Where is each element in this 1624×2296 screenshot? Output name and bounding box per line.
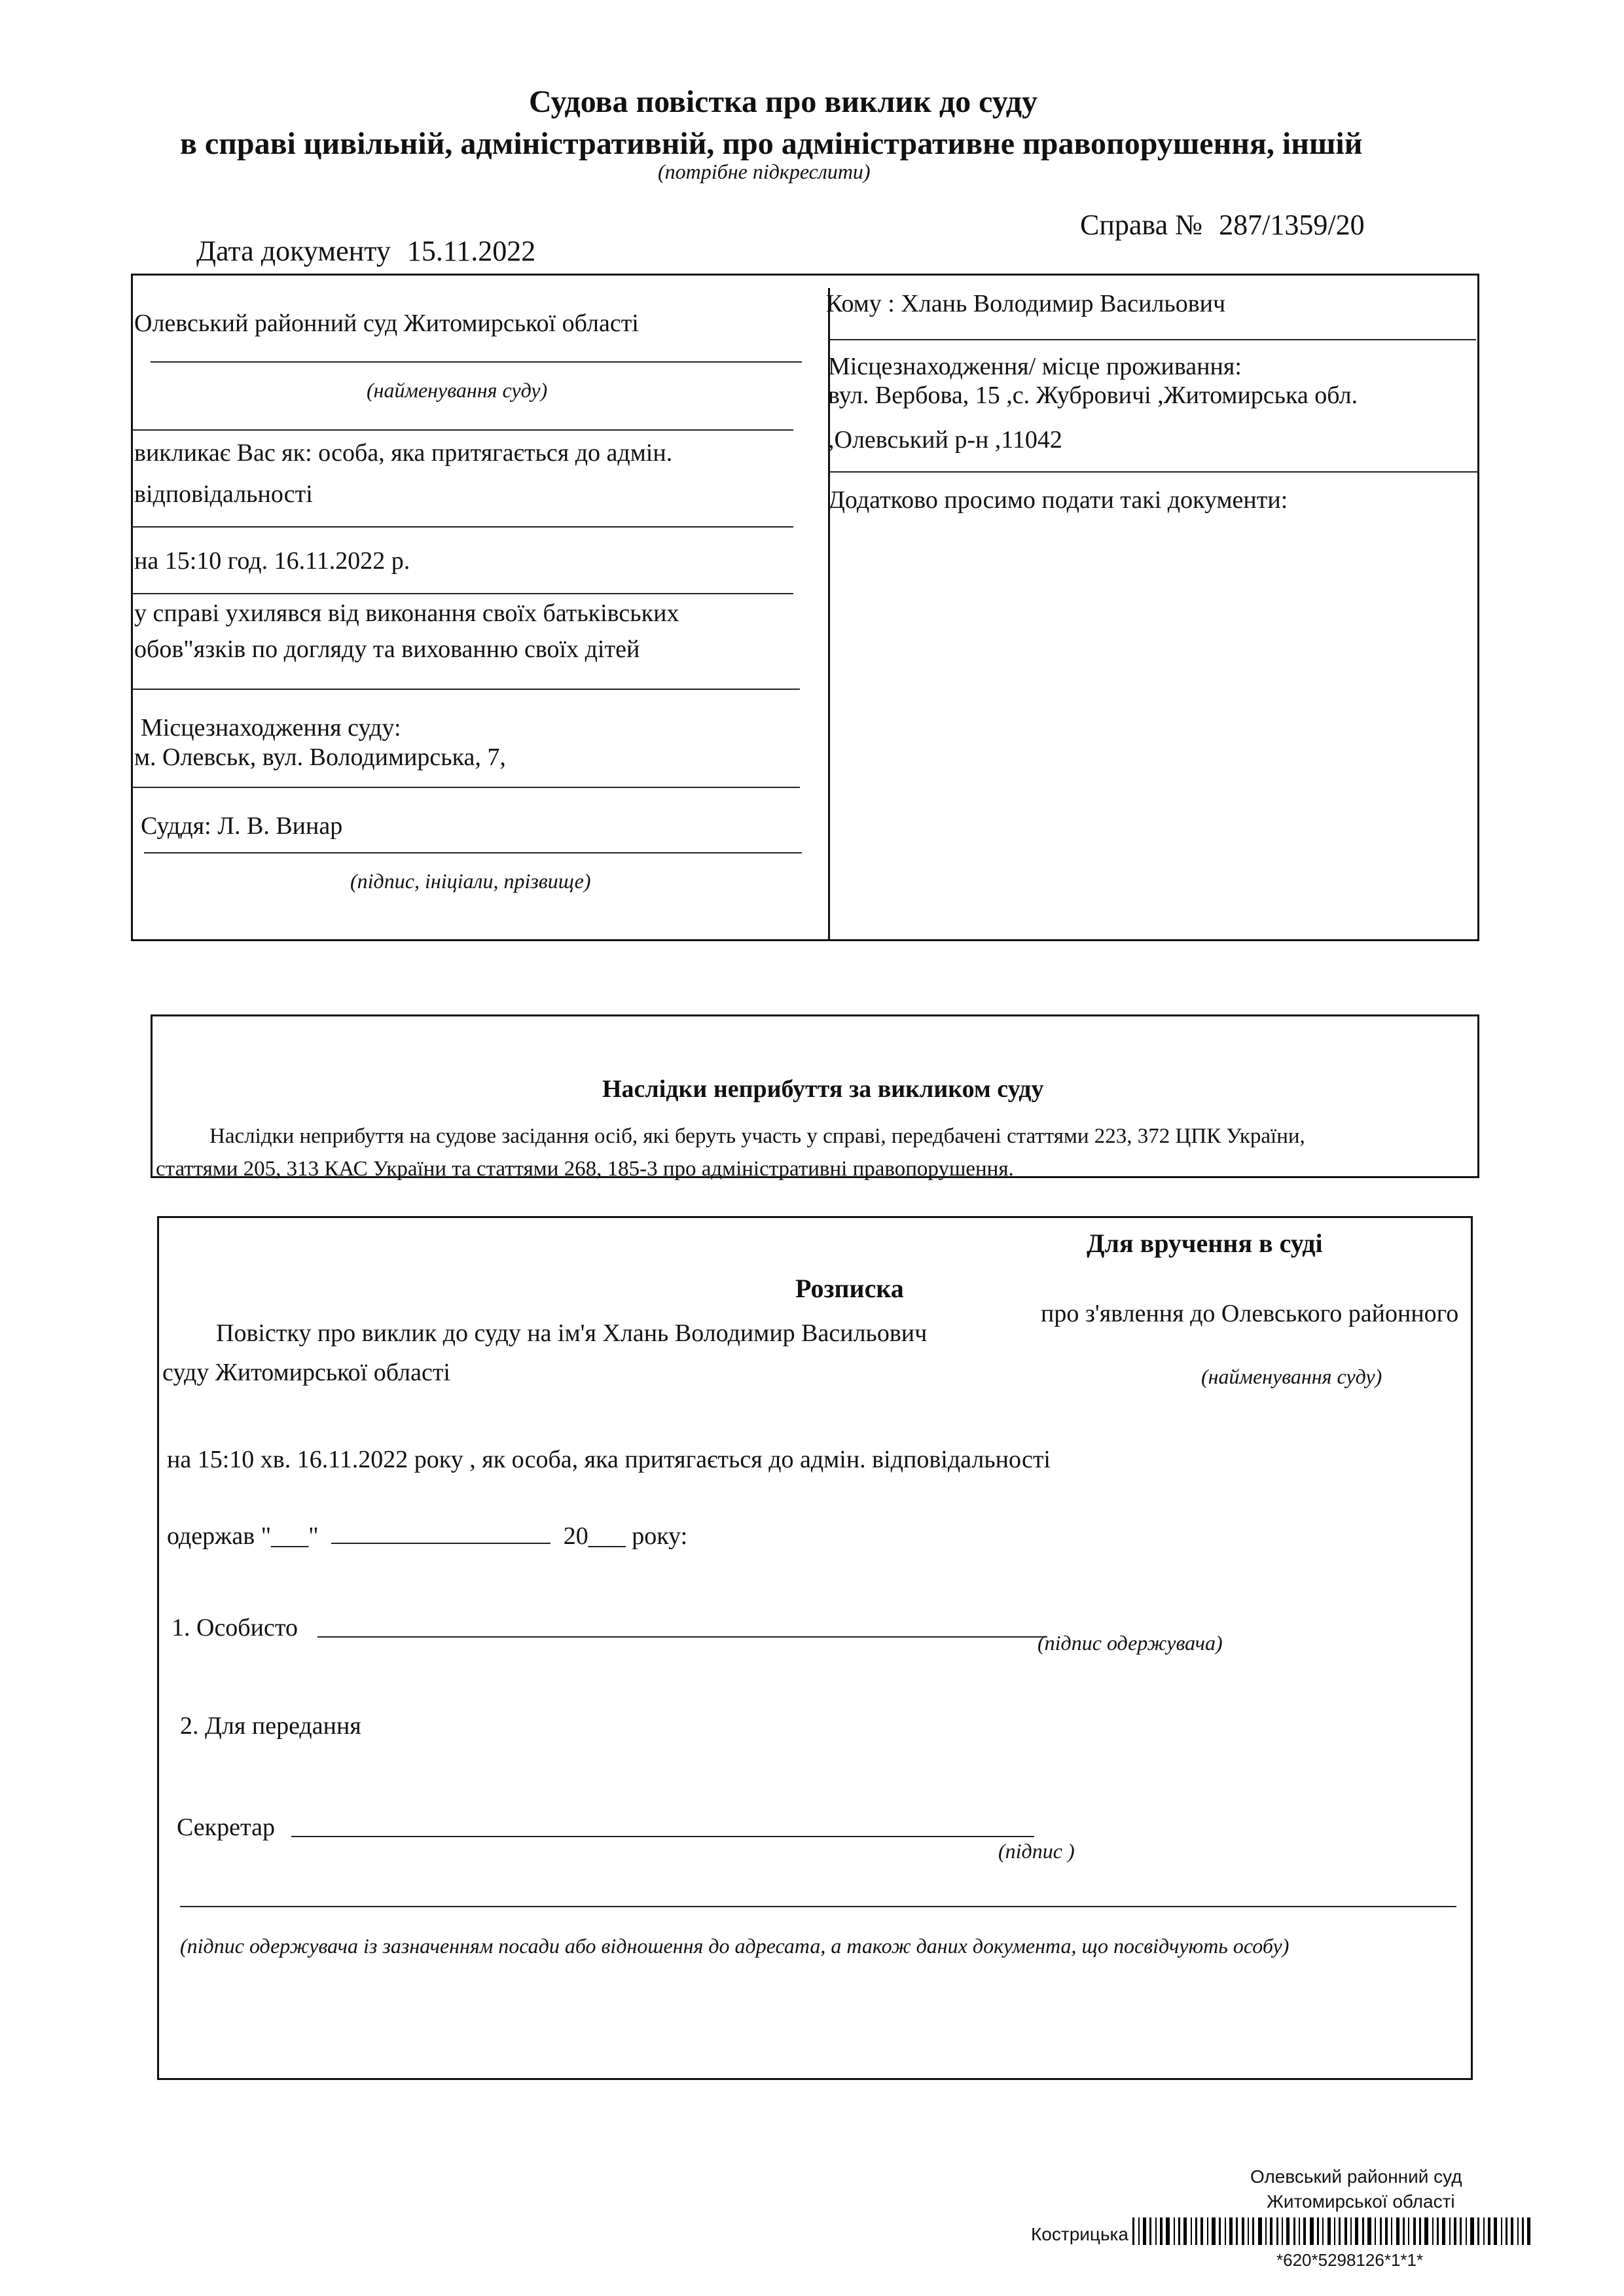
additional-docs-label: Додатково просимо подати такі документи: — [828, 486, 1288, 514]
secretary-label: Секретар — [177, 1814, 275, 1841]
barcode — [1132, 2217, 1591, 2245]
divider-1 — [132, 429, 793, 431]
document-title-line2: в справі цивільній, адміністративній, про адміністративне правопорушення, іншій — [180, 126, 1363, 161]
barcode-bar — [1322, 2217, 1324, 2245]
barcode-bar — [1286, 2217, 1290, 2245]
barcode-bar — [1293, 2217, 1295, 2245]
barcode-bar — [1138, 2217, 1140, 2245]
barcode-bar — [1229, 2217, 1233, 2245]
recipient: Кому : Хлань Володимир Васильович — [826, 290, 1226, 317]
barcode-bar — [1303, 2217, 1306, 2245]
receipt-line2: суду Житомирської області — [162, 1359, 450, 1386]
barcode-bar — [1396, 2217, 1399, 2245]
barcode-bar — [1391, 2217, 1392, 2245]
personally-label: 1. Особисто — [171, 1614, 298, 1641]
court-name: Олевський районний суд Житомирської області — [134, 310, 639, 337]
divider-4 — [132, 689, 800, 690]
barcode-bar — [1350, 2217, 1352, 2245]
barcode-bar — [1248, 2217, 1249, 2245]
barcode-bar — [1477, 2217, 1479, 2245]
for-court-label: Для вручення в суді — [1087, 1229, 1323, 1258]
barcode-bar — [1276, 2217, 1278, 2245]
barcode-bar — [1501, 2217, 1502, 2245]
receipt-title: Розписка — [795, 1274, 904, 1303]
barcode-bar — [1282, 2217, 1283, 2245]
case-number-row — [1080, 208, 1365, 242]
barcode-bar — [1432, 2217, 1434, 2245]
recipient-line — [828, 339, 1476, 340]
barcode-bar — [1166, 2217, 1170, 2245]
court-name-caption: (найменування суду) — [367, 378, 548, 402]
consequences-text-line1: Наслідки неприбуття на судове засідання осіб, які беруть участь у справі, передбачені статтями 223, 372 ЦПК України, — [209, 1124, 1305, 1148]
barcode-bar — [1132, 2217, 1134, 2245]
barcode-bar — [1270, 2217, 1272, 2245]
barcode-bar — [1327, 2217, 1331, 2245]
barcode-bar — [1225, 2217, 1226, 2245]
barcode-bar — [1413, 2217, 1416, 2245]
barcode-bar — [1517, 2217, 1519, 2245]
court-name-line — [151, 361, 802, 363]
barcode-bar — [1317, 2217, 1319, 2245]
barcode-bar — [1385, 2217, 1388, 2245]
court-location-label: Місцезнаходження суду: — [141, 714, 401, 742]
received-row — [167, 1522, 687, 1551]
received-label: одержав "___" — [167, 1522, 319, 1550]
barcode-bar — [1195, 2217, 1197, 2245]
case-number: 287/1359/20 — [1219, 209, 1365, 241]
barcode-bar — [1212, 2217, 1216, 2245]
received-year: 20___ року: — [563, 1522, 688, 1550]
barcode-bar — [1183, 2217, 1187, 2245]
barcode-bar — [1419, 2217, 1421, 2245]
barcode-bar — [1424, 2217, 1428, 2245]
case-desc-line1: у справі ухилявся від виконання своїх батьківських — [134, 600, 679, 627]
barcode-bar — [1160, 2217, 1163, 2245]
hearing-time: на 15:10 год. 16.11.2022 р. — [134, 547, 410, 575]
barcode-bar — [1339, 2217, 1341, 2245]
doc-date-label: Дата документу — [196, 235, 391, 267]
barcode-bar — [1506, 2217, 1507, 2245]
barcode-bar — [1460, 2217, 1462, 2245]
secretary-caption: (підпис ) — [998, 1839, 1075, 1863]
consequences-text-line2: статтями 205, 313 КАС України та статтями 268, 185-3 про адміністративні правопорушення. — [156, 1157, 1014, 1181]
for-transfer-label: 2. Для передання — [180, 1712, 361, 1740]
summons-as-line2: відповідальності — [134, 480, 313, 508]
barcode-bar — [1155, 2217, 1157, 2245]
address-label: Місцезнаходження/ місце проживання: — [828, 353, 1242, 380]
summons-as-line1: викликає Вас як: особа, яка притягається до адмін. — [134, 439, 673, 467]
barcode-bar — [1310, 2217, 1314, 2245]
receiver-signature-line — [180, 1906, 1456, 1907]
personally-caption: (підпис одержувача) — [1038, 1631, 1223, 1655]
case-desc-line2: обов"язків по догляду та вихованню своїх дітей — [134, 636, 640, 663]
personally-signature-line — [317, 1636, 1047, 1638]
barcode-bar — [1362, 2217, 1364, 2245]
barcode-bar — [1511, 2217, 1513, 2245]
barcode-bar — [1299, 2217, 1300, 2245]
barcode-bar — [1449, 2217, 1451, 2245]
barcode-bar — [1242, 2217, 1244, 2245]
barcode-bar — [1380, 2217, 1382, 2245]
address-line1: вул. Вербова, 15 ,с. Жубровичі ,Житомирська обл. — [828, 382, 1358, 409]
barcode-bar — [1178, 2217, 1180, 2245]
judge-line — [144, 852, 802, 853]
barcode-bar — [1454, 2217, 1456, 2245]
stamp-line2: Житомирської області — [1267, 2191, 1455, 2212]
address-line2: ,Олевський р-н ,11042 — [828, 426, 1062, 454]
doc-date: 15.11.2022 — [406, 235, 536, 267]
barcode-bar — [1375, 2217, 1376, 2245]
receiver-caption: (підпис одержувача із зазначенням посади або відношення до адресата, а також даних документа, що посвідчують особу) — [180, 1934, 1290, 1958]
receipt-line1a: Повістку про виклик до суду на ім'я Хлань Володимир Васильович — [216, 1319, 928, 1347]
judge-caption: (підпис, ініціали, прізвище) — [350, 869, 591, 893]
barcode-bar — [1527, 2217, 1530, 2245]
barcode-bar — [1522, 2217, 1524, 2245]
barcode-bar — [1470, 2217, 1474, 2245]
document-title-line1: Судова повістка про виклик до суду — [529, 84, 1038, 119]
divider-3 — [132, 593, 793, 594]
barcode-bar — [1442, 2217, 1445, 2245]
received-month-blank — [331, 1523, 550, 1544]
barcode-text: *620*5298126*1*1* — [1276, 2250, 1424, 2270]
barcode-bar — [1355, 2217, 1358, 2245]
barcode-bar — [1265, 2217, 1267, 2245]
secretary-signature-line — [291, 1836, 1034, 1837]
barcode-bar — [1344, 2217, 1347, 2245]
judge: Суддя: Л. В. Винар — [141, 812, 343, 840]
court-location: м. Олевськ, вул. Володимирська, 7, — [134, 744, 506, 771]
receipt-time-line: на 15:10 хв. 16.11.2022 року , як особа, яка притягається до адмін. відповідальності — [167, 1446, 1051, 1473]
barcode-bar — [1367, 2217, 1371, 2245]
barcode-bar — [1207, 2217, 1208, 2245]
barcode-bar — [1236, 2217, 1238, 2245]
stamp-line1: Олевський районний суд — [1250, 2166, 1462, 2187]
clerk-name: Кострицька — [1031, 2224, 1128, 2244]
barcode-bar — [1191, 2217, 1192, 2245]
receipt-line1b: про з'явлення до Олевського районного — [1041, 1300, 1459, 1327]
case-label: Справа № — [1080, 209, 1203, 241]
barcode-bar — [1174, 2217, 1175, 2245]
barcode-bar — [1200, 2217, 1203, 2245]
barcode-bar — [1149, 2217, 1151, 2245]
receipt-court-caption: (найменування суду) — [1201, 1365, 1382, 1388]
barcode-bar — [1334, 2217, 1335, 2245]
barcode-bar — [1466, 2217, 1467, 2245]
divider-2 — [132, 526, 793, 528]
barcode-bar — [1483, 2217, 1485, 2245]
barcode-bar — [1143, 2217, 1146, 2245]
barcode-bar — [1258, 2217, 1262, 2245]
barcode-bar — [1488, 2217, 1490, 2245]
underline-note: (потрібне підкреслити) — [658, 160, 871, 183]
barcode-bar — [1219, 2217, 1221, 2245]
divider-5 — [132, 787, 800, 788]
consequences-title: Наслідки неприбуття за викликом суду — [602, 1075, 1044, 1103]
barcode-bar — [1403, 2217, 1405, 2245]
barcode-bar — [1437, 2217, 1439, 2245]
doc-date-row — [196, 234, 535, 268]
address-line — [828, 471, 1479, 473]
barcode-bar — [1494, 2217, 1497, 2245]
barcode-bar — [1252, 2217, 1254, 2245]
barcode-bar — [1408, 2217, 1409, 2245]
